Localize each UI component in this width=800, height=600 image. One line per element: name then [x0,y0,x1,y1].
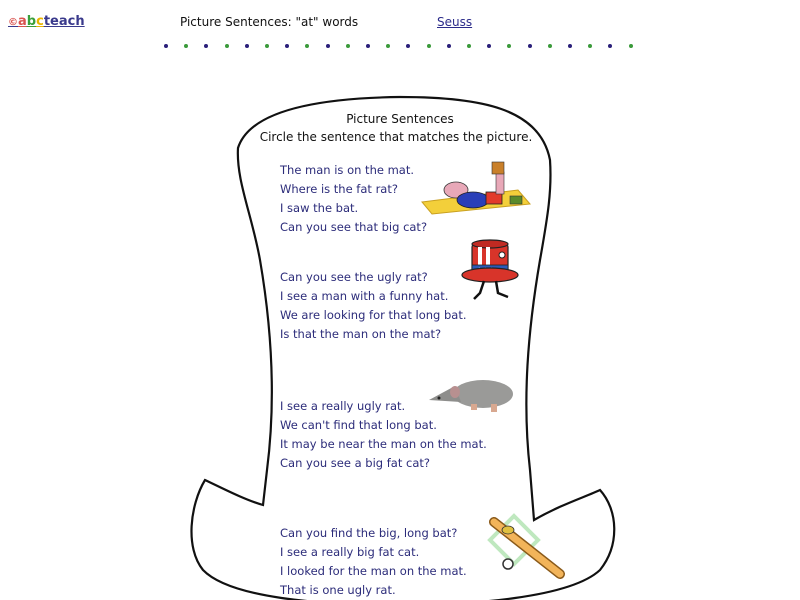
sentence-option[interactable]: Can you see the ugly rat? [280,270,428,284]
logo-letter-b: b [26,14,37,29]
sentence-group-1 [280,161,427,237]
sentence-option[interactable]: The man is on the mat. [280,163,415,177]
sentence-option[interactable]: I looked for the man on the mat. [280,564,467,578]
seuss-link[interactable]: Seuss [437,15,473,29]
sentence-option[interactable]: Can you see a big fat cat? [280,456,430,470]
logo-letter-c: c [36,14,44,29]
sentence-group-4 [280,524,467,600]
logo-teach: teach [43,14,85,29]
logo-copyright: © [8,17,18,28]
worksheet-title: Picture Sentences [346,112,454,126]
sentence-group-2 [280,268,467,344]
sentence-option[interactable]: We can't find that long bat. [280,418,437,432]
sentence-option[interactable]: Is that the man on the mat? [280,327,442,341]
page-title: Picture Sentences: "at" words [180,15,359,29]
walking-hat-icon [458,237,524,307]
sentence-option[interactable]: I see a really ugly rat. [280,399,406,413]
worksheet-instructions: Circle the sentence that matches the picture. [259,130,533,144]
sentence-option[interactable]: It may be near the man on the mat. [280,437,487,451]
rat-icon [425,372,520,417]
logo-letter-a: a [18,14,27,29]
sentence-option[interactable]: Can you find the big, long bat? [280,526,458,540]
sentence-option[interactable]: I see a really big fat cat. [280,545,420,559]
man-on-mat-icon [418,158,533,218]
baseball-bat-icon [484,512,570,584]
sentence-option[interactable]: Where is the fat rat? [280,182,398,196]
sentence-option[interactable]: I saw the bat. [280,201,359,215]
sentence-option[interactable]: That is one ugly rat. [280,583,396,597]
sentence-option[interactable]: We are looking for that long bat. [280,308,467,322]
sentence-option[interactable]: Can you see that big cat? [280,220,428,234]
sentence-option[interactable]: I see a man with a funny hat. [280,289,449,303]
